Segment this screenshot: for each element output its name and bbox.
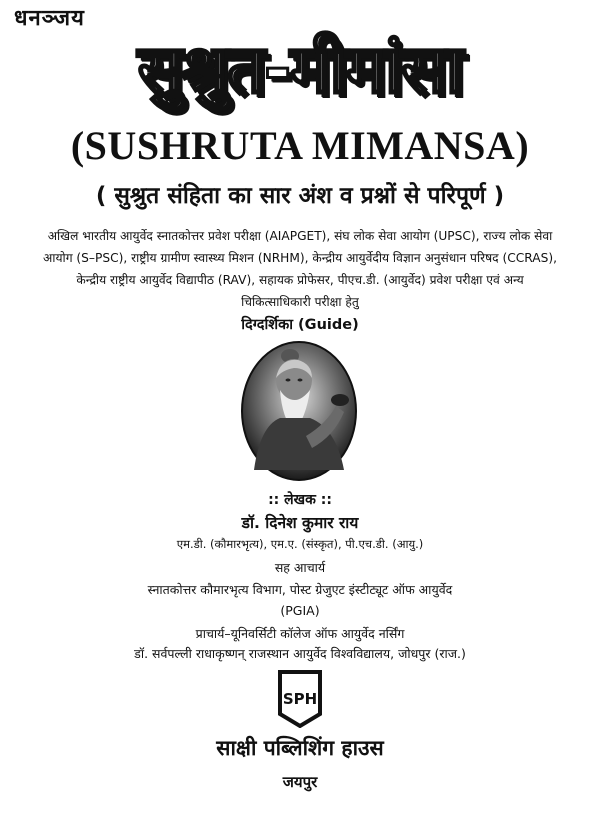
publisher-name: साक्षी पब्लिशिंग हाउस xyxy=(216,736,384,760)
english-title: (SUSHRUTA MIMANSA) xyxy=(70,123,530,168)
author-header: :: लेखक :: xyxy=(268,492,332,508)
hindi-title: सुश्रुत-मीमांसा xyxy=(137,31,463,108)
department-abbreviation: (PGIA) xyxy=(280,603,320,618)
author-role: सह आचार्य xyxy=(274,560,326,575)
exam-line: केन्द्रीय राष्ट्रीय आयुर्वेद विद्यापीठ (RAV), सहायक प्रोफेसर, पीएच.डी. (आयुर्वेद) प्रवेश परीक्षा एवं अन्य xyxy=(76,273,524,287)
exam-line: अखिल भारतीय आयुर्वेद स्नातकोत्तर प्रवेश परीक्षा (AIAPGET), संघ लोक सेवा आयोग (UPSC), राज्य लोक सेवा xyxy=(47,229,553,243)
author-department: स्नातकोत्तर कौमारभृत्य विभाग, पोस्ट ग्रेजुएट इंस्टीट्यूट ऑफ आयुर्वेद xyxy=(147,582,453,597)
author-name: डॉ. दिनेश कुमार राय xyxy=(241,514,359,532)
author-principal: प्राचार्य–यूनिवर्सिटी कॉलेज ऑफ आयुर्वेद नर्सिंग xyxy=(195,626,405,641)
exam-line: चिकित्साधिकारी परीक्षा हेतु xyxy=(241,295,359,309)
publisher-city: जयपुर xyxy=(282,773,318,791)
exam-description xyxy=(16,225,584,313)
sage-portrait-icon xyxy=(240,340,358,482)
subtitle: ( सुश्रुत संहिता का सार अंश व प्रश्नों से परिपूर्ण ) xyxy=(95,183,505,209)
publisher-logo-icon xyxy=(276,668,324,728)
series-label: धनञ्जय xyxy=(14,6,85,31)
author-university: डॉ. सर्वपल्ली राधाकृष्णन् राजस्थान आयुर्वेद विश्वविद्यालय, जोधपुर (राज.) xyxy=(134,646,466,661)
publisher-logo-text: SPH xyxy=(282,690,318,708)
author-qualifications: एम.डी. (कौमारभृत्य), एम.ए. (संस्कृत), पी.एच.डी. (आयु.) xyxy=(176,537,424,551)
exam-line: आयोग (S–PSC), राष्ट्रीय ग्रामीण स्वास्थ्य मिशन (NRHM), केन्द्रीय आयुर्वेदीय विज्ञान अनुसंधान परिषद (CCRAS), xyxy=(43,251,557,265)
guide-label: दिग्दर्शिका (Guide) xyxy=(241,317,359,333)
